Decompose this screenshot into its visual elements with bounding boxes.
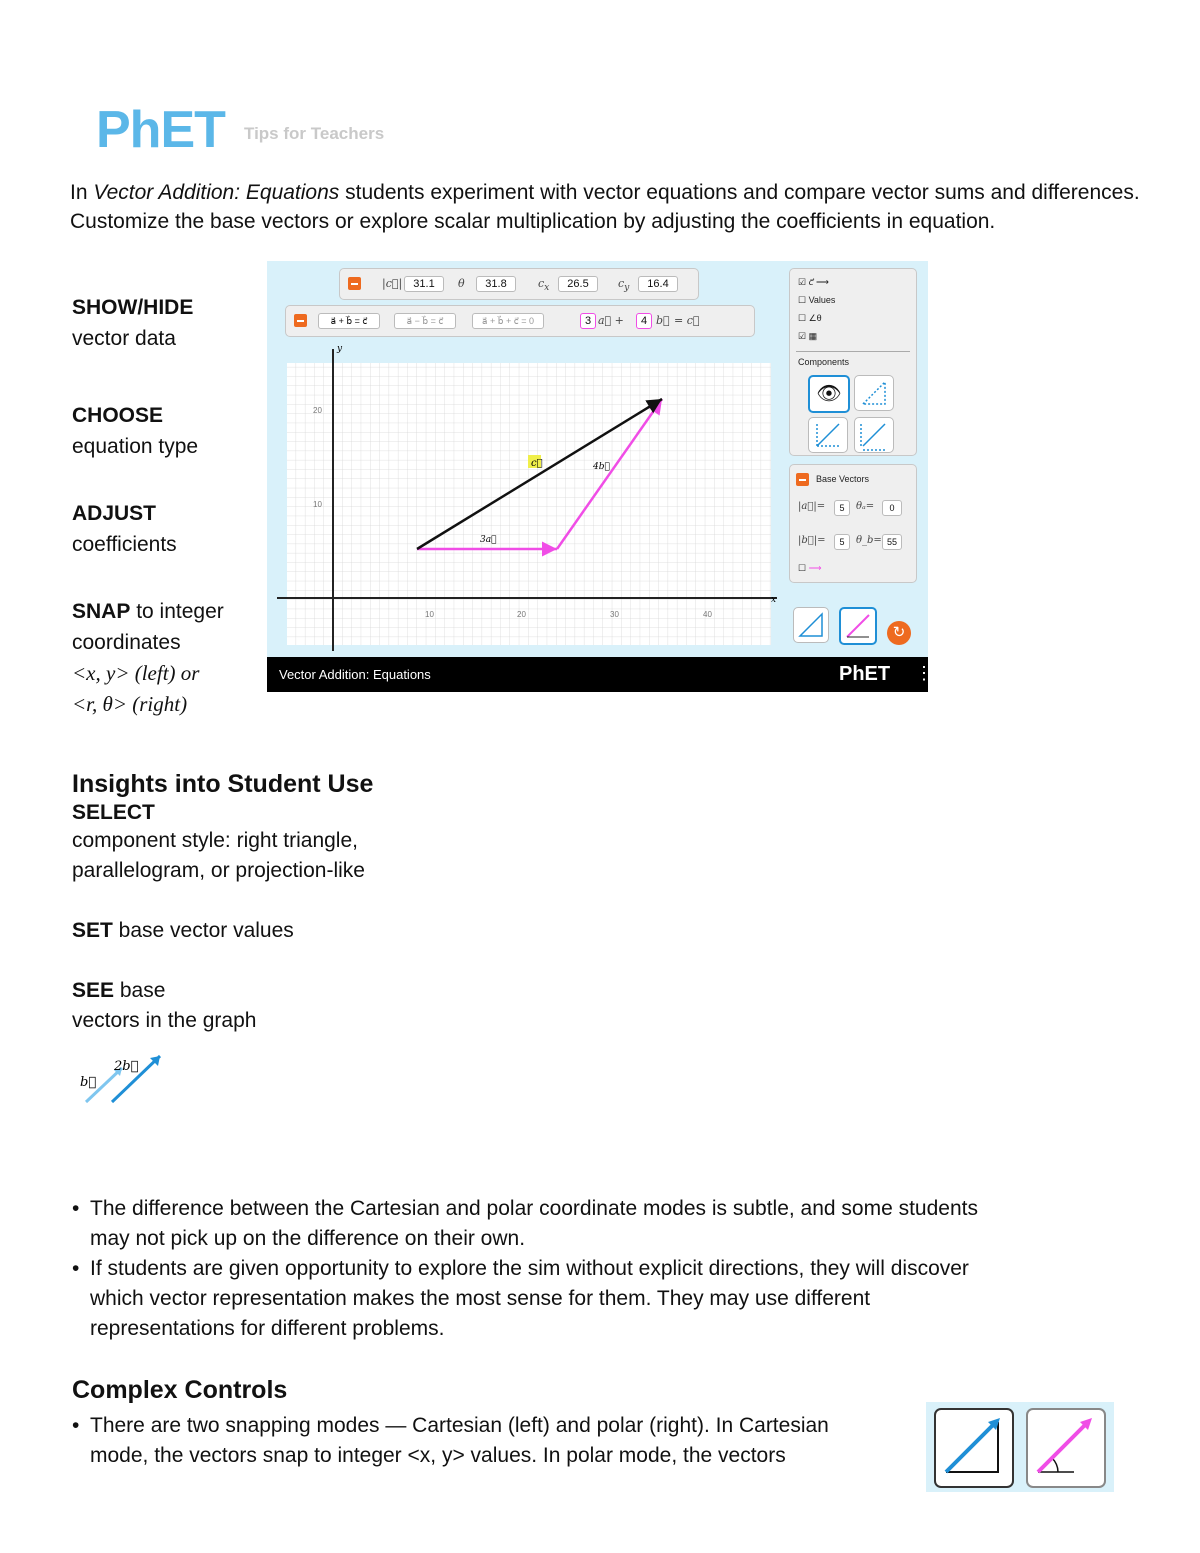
select-text-1: component style: right triangle, (72, 829, 358, 852)
feature-line3: <x, y> (left) or (72, 661, 200, 685)
intro-paragraph (70, 178, 1140, 236)
feature-text: equation type (72, 435, 199, 458)
angle-checkbox[interactable]: ☐ ∠θ (798, 313, 822, 323)
projection-components-icon (855, 418, 893, 452)
insights-section (72, 770, 532, 1036)
intro-sim-name: Vector Addition: Equations (93, 181, 340, 204)
grid-icon: ▦ (808, 331, 818, 341)
divider (796, 351, 910, 352)
3a-vector-label: 3a⃗ (480, 535, 497, 545)
feature-text: coefficients (72, 533, 177, 556)
feature-show-hide (72, 292, 272, 354)
feature-text: coordinates (72, 631, 181, 654)
see-text-1: base (114, 979, 166, 1002)
b-mag-spinner[interactable]: 5 (834, 534, 850, 550)
polar-mode-button[interactable] (839, 607, 877, 645)
menu-icon[interactable]: ⋮ (915, 663, 933, 683)
select-text-2: parallelogram, or projection-like (72, 859, 365, 882)
vector-readout-panel (339, 268, 699, 300)
complex-heading: Complex Controls (72, 1376, 288, 1404)
polar-snap-icon (841, 609, 875, 643)
see-text-2: vectors in the graph (72, 1009, 257, 1032)
intro-part1: In (70, 181, 94, 204)
collapse-icon[interactable] (796, 473, 809, 486)
feature-heading: SNAP (72, 600, 131, 623)
sim-screenshot (267, 261, 933, 692)
a-theta-label: θₐ= (856, 501, 875, 512)
feature-snap (72, 596, 272, 720)
grid-checkbox[interactable]: ☑ ▦ (798, 331, 818, 341)
components-projection-button[interactable] (854, 417, 894, 453)
phet-bar-logo[interactable]: PhET (839, 663, 891, 685)
intro-part2: students experiment with vector equations and compare vector sums and differences. Customize the base vectors or explore scalar multiplication by adjusting the coefficients in equation. (70, 181, 1140, 233)
b-label: b⃗ (80, 1075, 97, 1090)
sum-vector-label: c⃗ (531, 458, 543, 469)
bullet-line: • There are two snapping modes — Cartesian (left) and polar (right). In Cartesian (90, 1414, 829, 1437)
4b-vector-label: 4b⃗ (593, 462, 610, 472)
components-hidden-button[interactable] (808, 375, 850, 413)
reset-icon: ↻ (892, 624, 906, 641)
cartesian-mode-icon-button (934, 1408, 1014, 1488)
select-heading: SELECT (72, 801, 155, 824)
logo-caption: Tips for Teachers (244, 124, 385, 143)
a-theta-spinner[interactable]: 0 (882, 500, 902, 516)
components-label: Components (798, 357, 850, 367)
bullet-line: representations for different problems. (90, 1317, 445, 1340)
a-mag-label: |a⃗|= (798, 501, 826, 512)
x-tick: 40 (703, 610, 712, 619)
feature-heading: ADJUST (72, 502, 157, 525)
polar-snap-icon (1028, 1410, 1104, 1486)
feature-heading: SHOW/HIDE (72, 296, 194, 319)
snapping-mode-illustration (926, 1402, 1114, 1492)
complex-controls-section (72, 1376, 922, 1465)
insight-bullets (72, 1194, 1132, 1344)
eye-slash-icon: 👁 (816, 383, 842, 405)
x-tick: 10 (425, 610, 434, 619)
components-triangle-button[interactable] (854, 375, 894, 411)
cx-label: $c_x$ (538, 277, 550, 294)
y-tick: 10 (313, 500, 322, 509)
theta-readout: 31.8 (476, 276, 516, 292)
polar-mode-icon-button (1026, 1408, 1106, 1488)
feature-heading: CHOOSE (72, 404, 164, 427)
x-tick: 30 (610, 610, 619, 619)
bullet-line: • If students are given opportunity to explore the sim without explicit directions, they will discover (90, 1257, 969, 1280)
collapse-icon[interactable] (348, 277, 361, 290)
y-tick: 20 (313, 406, 322, 415)
values-checkbox[interactable]: ☐ Values (798, 295, 836, 305)
cy-readout: 16.4 (638, 276, 678, 292)
set-heading: SET (72, 919, 113, 942)
base-vectors-panel (789, 464, 917, 583)
sum-checkbox[interactable]: ☑ c⃗ ⟶ (798, 277, 829, 287)
components-parallelogram-button[interactable] (808, 417, 848, 453)
cartesian-mode-button[interactable] (793, 607, 829, 643)
b-theta-label: θ_b= (856, 535, 882, 546)
sum-check-label: c⃗ (808, 277, 814, 287)
values-check-label: Values (808, 295, 836, 305)
vector-graph[interactable] (277, 339, 787, 657)
insights-heading: Insights into Student Use (72, 770, 374, 798)
theta-label: θ (458, 277, 465, 290)
base-vectors-checkbox[interactable]: ☐ ⟶ (798, 563, 822, 573)
equation-type-difference[interactable]: a⃗ − b⃗ = c⃗ (394, 313, 456, 329)
base-vector-icon (76, 1050, 166, 1108)
graph-grid (287, 363, 771, 645)
cartesian-snap-icon (794, 608, 828, 642)
equation-tail: = c⃗ (674, 314, 700, 327)
feature-adjust (72, 498, 272, 560)
triangle-components-icon (855, 376, 893, 410)
coefficient-a-spinner[interactable]: 3 (580, 313, 596, 329)
equation-panel (285, 305, 755, 337)
phet-logo (96, 100, 386, 159)
mag-readout: 31.1 (404, 276, 444, 292)
base-vector-arrow-icon: ⟶ (808, 563, 822, 573)
cartesian-snap-icon (936, 1410, 1012, 1486)
y-axis-label: y (337, 344, 343, 354)
equation-type-zero[interactable]: a⃗ + b⃗ + c⃗ = 0 (472, 313, 544, 329)
phet-logo-text: PhET (96, 101, 225, 159)
b-vector-label: b⃗ (656, 314, 670, 327)
sim-bar-title: Vector Addition: Equations (279, 667, 431, 682)
bullet-item (72, 1194, 1132, 1254)
x-tick: 20 (517, 610, 526, 619)
bullet-line: mode, the vectors snap to integer <x, y> values. In polar mode, the vectors (90, 1444, 786, 1467)
base-vectors-title: Base Vectors (816, 474, 870, 484)
bullet-line: may not pick up on the difference on their own. (90, 1227, 526, 1250)
x-axis-label: x (771, 595, 777, 605)
bullet-line: • The difference between the Cartesian and polar coordinate modes is subtle, and some students (90, 1197, 978, 1220)
cx-readout: 26.5 (558, 276, 598, 292)
bullet-item (72, 1254, 1132, 1344)
bullet-item (72, 1411, 922, 1471)
set-text: base vector values (112, 919, 294, 942)
a-mag-spinner[interactable]: 5 (834, 500, 850, 516)
coefficient-b-spinner[interactable]: 4 (636, 313, 652, 329)
equation-type-sum[interactable]: a⃗ + b⃗ = c⃗ (318, 313, 380, 329)
b-theta-spinner[interactable]: 55 (882, 534, 902, 550)
a-vector-label: a⃗ + (598, 314, 624, 327)
feature-text-inline: to integer (130, 600, 224, 623)
cy-label: $c_y$ (618, 277, 630, 294)
2b-label: 2b⃗ (114, 1059, 139, 1074)
bullet-line: which vector representation makes the most sense for them. They may use different (90, 1287, 871, 1310)
mag-label: |c⃗| (382, 277, 403, 290)
graph-options-panel (789, 268, 917, 456)
see-heading: SEE (72, 979, 115, 1002)
feature-line4: <r, θ> (right) (72, 692, 188, 716)
sim-nav-bar (267, 657, 933, 692)
angle-check-label: ∠θ (808, 313, 822, 323)
reset-button[interactable] (887, 621, 911, 645)
feature-choose (72, 400, 272, 462)
b-mag-label: |b⃗|= (798, 535, 826, 546)
collapse-icon[interactable] (294, 314, 307, 327)
feature-text: vector data (72, 327, 176, 350)
parallelogram-components-icon (809, 418, 847, 452)
